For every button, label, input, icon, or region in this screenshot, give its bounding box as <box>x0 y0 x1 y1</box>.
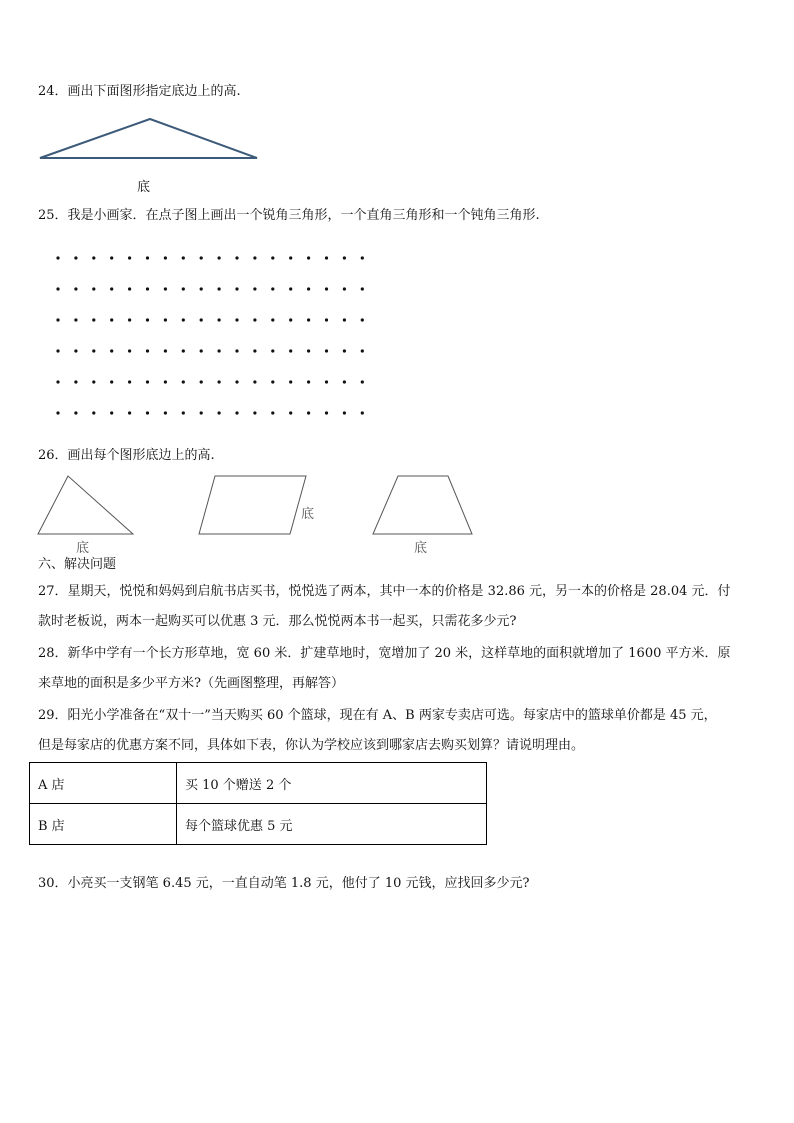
grid-dot[interactable] <box>56 318 59 321</box>
grid-dot[interactable] <box>200 287 203 290</box>
grid-dot[interactable] <box>253 256 256 259</box>
grid-dot[interactable] <box>92 411 95 414</box>
grid-dot[interactable] <box>235 287 238 290</box>
grid-dot[interactable] <box>271 256 274 259</box>
grid-dot[interactable] <box>110 349 113 352</box>
grid-dot[interactable] <box>325 380 328 383</box>
grid-dot[interactable] <box>128 411 131 414</box>
grid-dot[interactable] <box>200 318 203 321</box>
grid-dot[interactable] <box>218 318 221 321</box>
grid-dot[interactable] <box>343 287 346 290</box>
figure-2-base-label: 底 <box>301 507 315 522</box>
grid-dot[interactable] <box>182 349 185 352</box>
grid-dot[interactable] <box>164 349 167 352</box>
grid-dot[interactable] <box>74 380 77 383</box>
grid-dot[interactable] <box>146 318 149 321</box>
grid-dot[interactable] <box>253 318 256 321</box>
grid-dot[interactable] <box>235 380 238 383</box>
grid-dot[interactable] <box>361 287 364 290</box>
grid-dot[interactable] <box>182 380 185 383</box>
grid-dot[interactable] <box>343 349 346 352</box>
grid-dot[interactable] <box>361 318 364 321</box>
grid-dot[interactable] <box>128 349 131 352</box>
grid-dot[interactable] <box>74 256 77 259</box>
grid-dot[interactable] <box>146 380 149 383</box>
grid-dot[interactable] <box>218 287 221 290</box>
grid-dot[interactable] <box>235 256 238 259</box>
grid-dot[interactable] <box>343 318 346 321</box>
grid-dot[interactable] <box>146 349 149 352</box>
grid-dot[interactable] <box>253 411 256 414</box>
grid-dot[interactable] <box>361 411 364 414</box>
discount-table <box>29 762 487 845</box>
grid-dot[interactable] <box>307 287 310 290</box>
grid-dot[interactable] <box>289 411 292 414</box>
grid-dot[interactable] <box>164 318 167 321</box>
grid-dot[interactable] <box>200 256 203 259</box>
grid-dot[interactable] <box>361 256 364 259</box>
question-27-line1: 27．星期天，悦悦和妈妈到启航书店买书，悦悦选了两本，其中一本的价格是 32.86 元，另一本的价格是 28.04 元．付 <box>38 584 731 599</box>
grid-dot[interactable] <box>235 349 238 352</box>
grid-dot[interactable] <box>343 380 346 383</box>
figure-1-base-label: 底 <box>76 541 90 556</box>
grid-dot[interactable] <box>110 380 113 383</box>
grid-dot[interactable] <box>307 318 310 321</box>
grid-dot[interactable] <box>361 349 364 352</box>
grid-dot[interactable] <box>271 349 274 352</box>
grid-dot[interactable] <box>92 256 95 259</box>
grid-dot[interactable] <box>74 287 77 290</box>
grid-dot[interactable] <box>307 256 310 259</box>
grid-dot[interactable] <box>182 287 185 290</box>
table-cell: 每个篮球优惠 5 元 <box>177 804 487 845</box>
grid-dot[interactable] <box>289 318 292 321</box>
grid-dot[interactable] <box>56 287 59 290</box>
grid-dot[interactable] <box>146 411 149 414</box>
grid-dot[interactable] <box>128 287 131 290</box>
grid-dot[interactable] <box>343 256 346 259</box>
grid-dot[interactable] <box>200 380 203 383</box>
question-24-text: 24．画出下面图形指定底边上的高. <box>38 84 241 99</box>
grid-dot[interactable] <box>182 256 185 259</box>
grid-dot[interactable] <box>307 411 310 414</box>
table-cell: B 店 <box>30 804 177 845</box>
grid-dot[interactable] <box>253 349 256 352</box>
grid-dot[interactable] <box>164 256 167 259</box>
grid-dot[interactable] <box>235 411 238 414</box>
grid-dot[interactable] <box>92 380 95 383</box>
grid-dot[interactable] <box>74 349 77 352</box>
grid-dot[interactable] <box>74 318 77 321</box>
grid-dot[interactable] <box>92 349 95 352</box>
grid-dot[interactable] <box>289 256 292 259</box>
question-30-text: 30．小亮买一支钢笔 6.45 元，一直自动笔 1.8 元，他付了 10 元钱，应找回多少元? <box>38 876 530 891</box>
grid-dot[interactable] <box>56 349 59 352</box>
table-cell: A 店 <box>30 763 177 804</box>
table-cell: 买 10 个赠送 2 个 <box>177 763 487 804</box>
table-row <box>30 763 487 804</box>
grid-dot[interactable] <box>56 256 59 259</box>
grid-dot[interactable] <box>361 380 364 383</box>
question-28-line1: 28．新华中学有一个长方形草地，宽 60 米．扩建草地时，宽增加了 20 米，这样草地的面积就增加了 1600 平方米．原 <box>38 646 731 661</box>
trapezoid-figure <box>0 0 1 1</box>
grid-dot[interactable] <box>128 256 131 259</box>
grid-dot[interactable] <box>146 287 149 290</box>
grid-dot[interactable] <box>235 318 238 321</box>
question-29-line1: 29．阳光小学准备在“双十一”当天购买 60 个篮球，现在有 A、B 两家专卖店可选。每家店中的篮球单价都是 45 元， <box>38 708 717 723</box>
grid-dot[interactable] <box>307 349 310 352</box>
grid-dot[interactable] <box>289 380 292 383</box>
grid-dot[interactable] <box>218 411 221 414</box>
grid-dot[interactable] <box>110 411 113 414</box>
grid-dot[interactable] <box>218 380 221 383</box>
grid-dot[interactable] <box>110 287 113 290</box>
grid-dot[interactable] <box>289 287 292 290</box>
grid-dot[interactable] <box>200 349 203 352</box>
grid-dot[interactable] <box>164 411 167 414</box>
grid-dot[interactable] <box>182 411 185 414</box>
question-28-line2: 来草地的面积是多少平方米?（先画图整理，再解答） <box>38 676 344 691</box>
grid-dot[interactable] <box>325 256 328 259</box>
grid-dot[interactable] <box>307 380 310 383</box>
table-row <box>30 804 487 845</box>
grid-dot[interactable] <box>271 318 274 321</box>
grid-dot[interactable] <box>218 349 221 352</box>
grid-dot[interactable] <box>271 287 274 290</box>
grid-dot[interactable] <box>253 287 256 290</box>
question-29-line2: 但是每家店的优惠方案不同，具体如下表，你认为学校应该到哪家店去购买划算？请说明理由。 <box>38 738 585 753</box>
grid-dot[interactable] <box>325 411 328 414</box>
grid-dot[interactable] <box>164 287 167 290</box>
grid-dot[interactable] <box>271 411 274 414</box>
question-27-line2: 款时老板说，两本一起购买可以优惠 3 元．那么悦悦两本书一起买，只需花多少元? <box>38 614 517 629</box>
grid-dot[interactable] <box>92 318 95 321</box>
grid-dot[interactable] <box>289 349 292 352</box>
question-26-text: 26．画出每个图形底边上的高. <box>38 448 215 463</box>
grid-dot[interactable] <box>110 318 113 321</box>
grid-dot[interactable] <box>200 411 203 414</box>
grid-dot[interactable] <box>253 380 256 383</box>
section-title: 六、解决问题 <box>38 557 117 572</box>
grid-dot[interactable] <box>128 380 131 383</box>
figure-3-base-label: 底 <box>414 541 428 556</box>
question-25-text: 25．我是小画家．在点子图上画出一个锐角三角形，一个直角三角形和一个钝角三角形. <box>38 208 540 223</box>
grid-dot[interactable] <box>56 411 59 414</box>
grid-dot[interactable] <box>56 380 59 383</box>
grid-dot[interactable] <box>110 256 113 259</box>
grid-dot[interactable] <box>271 380 274 383</box>
grid-dot[interactable] <box>128 318 131 321</box>
grid-dot[interactable] <box>164 380 167 383</box>
grid-dot[interactable] <box>92 287 95 290</box>
grid-dot[interactable] <box>343 411 346 414</box>
grid-dot[interactable] <box>182 318 185 321</box>
grid-dot[interactable] <box>325 318 328 321</box>
grid-dot[interactable] <box>74 411 77 414</box>
triangle-base-label: 底 <box>137 180 151 195</box>
grid-dot[interactable] <box>218 256 221 259</box>
grid-dot[interactable] <box>325 349 328 352</box>
grid-dot[interactable] <box>325 287 328 290</box>
grid-dot[interactable] <box>146 256 149 259</box>
